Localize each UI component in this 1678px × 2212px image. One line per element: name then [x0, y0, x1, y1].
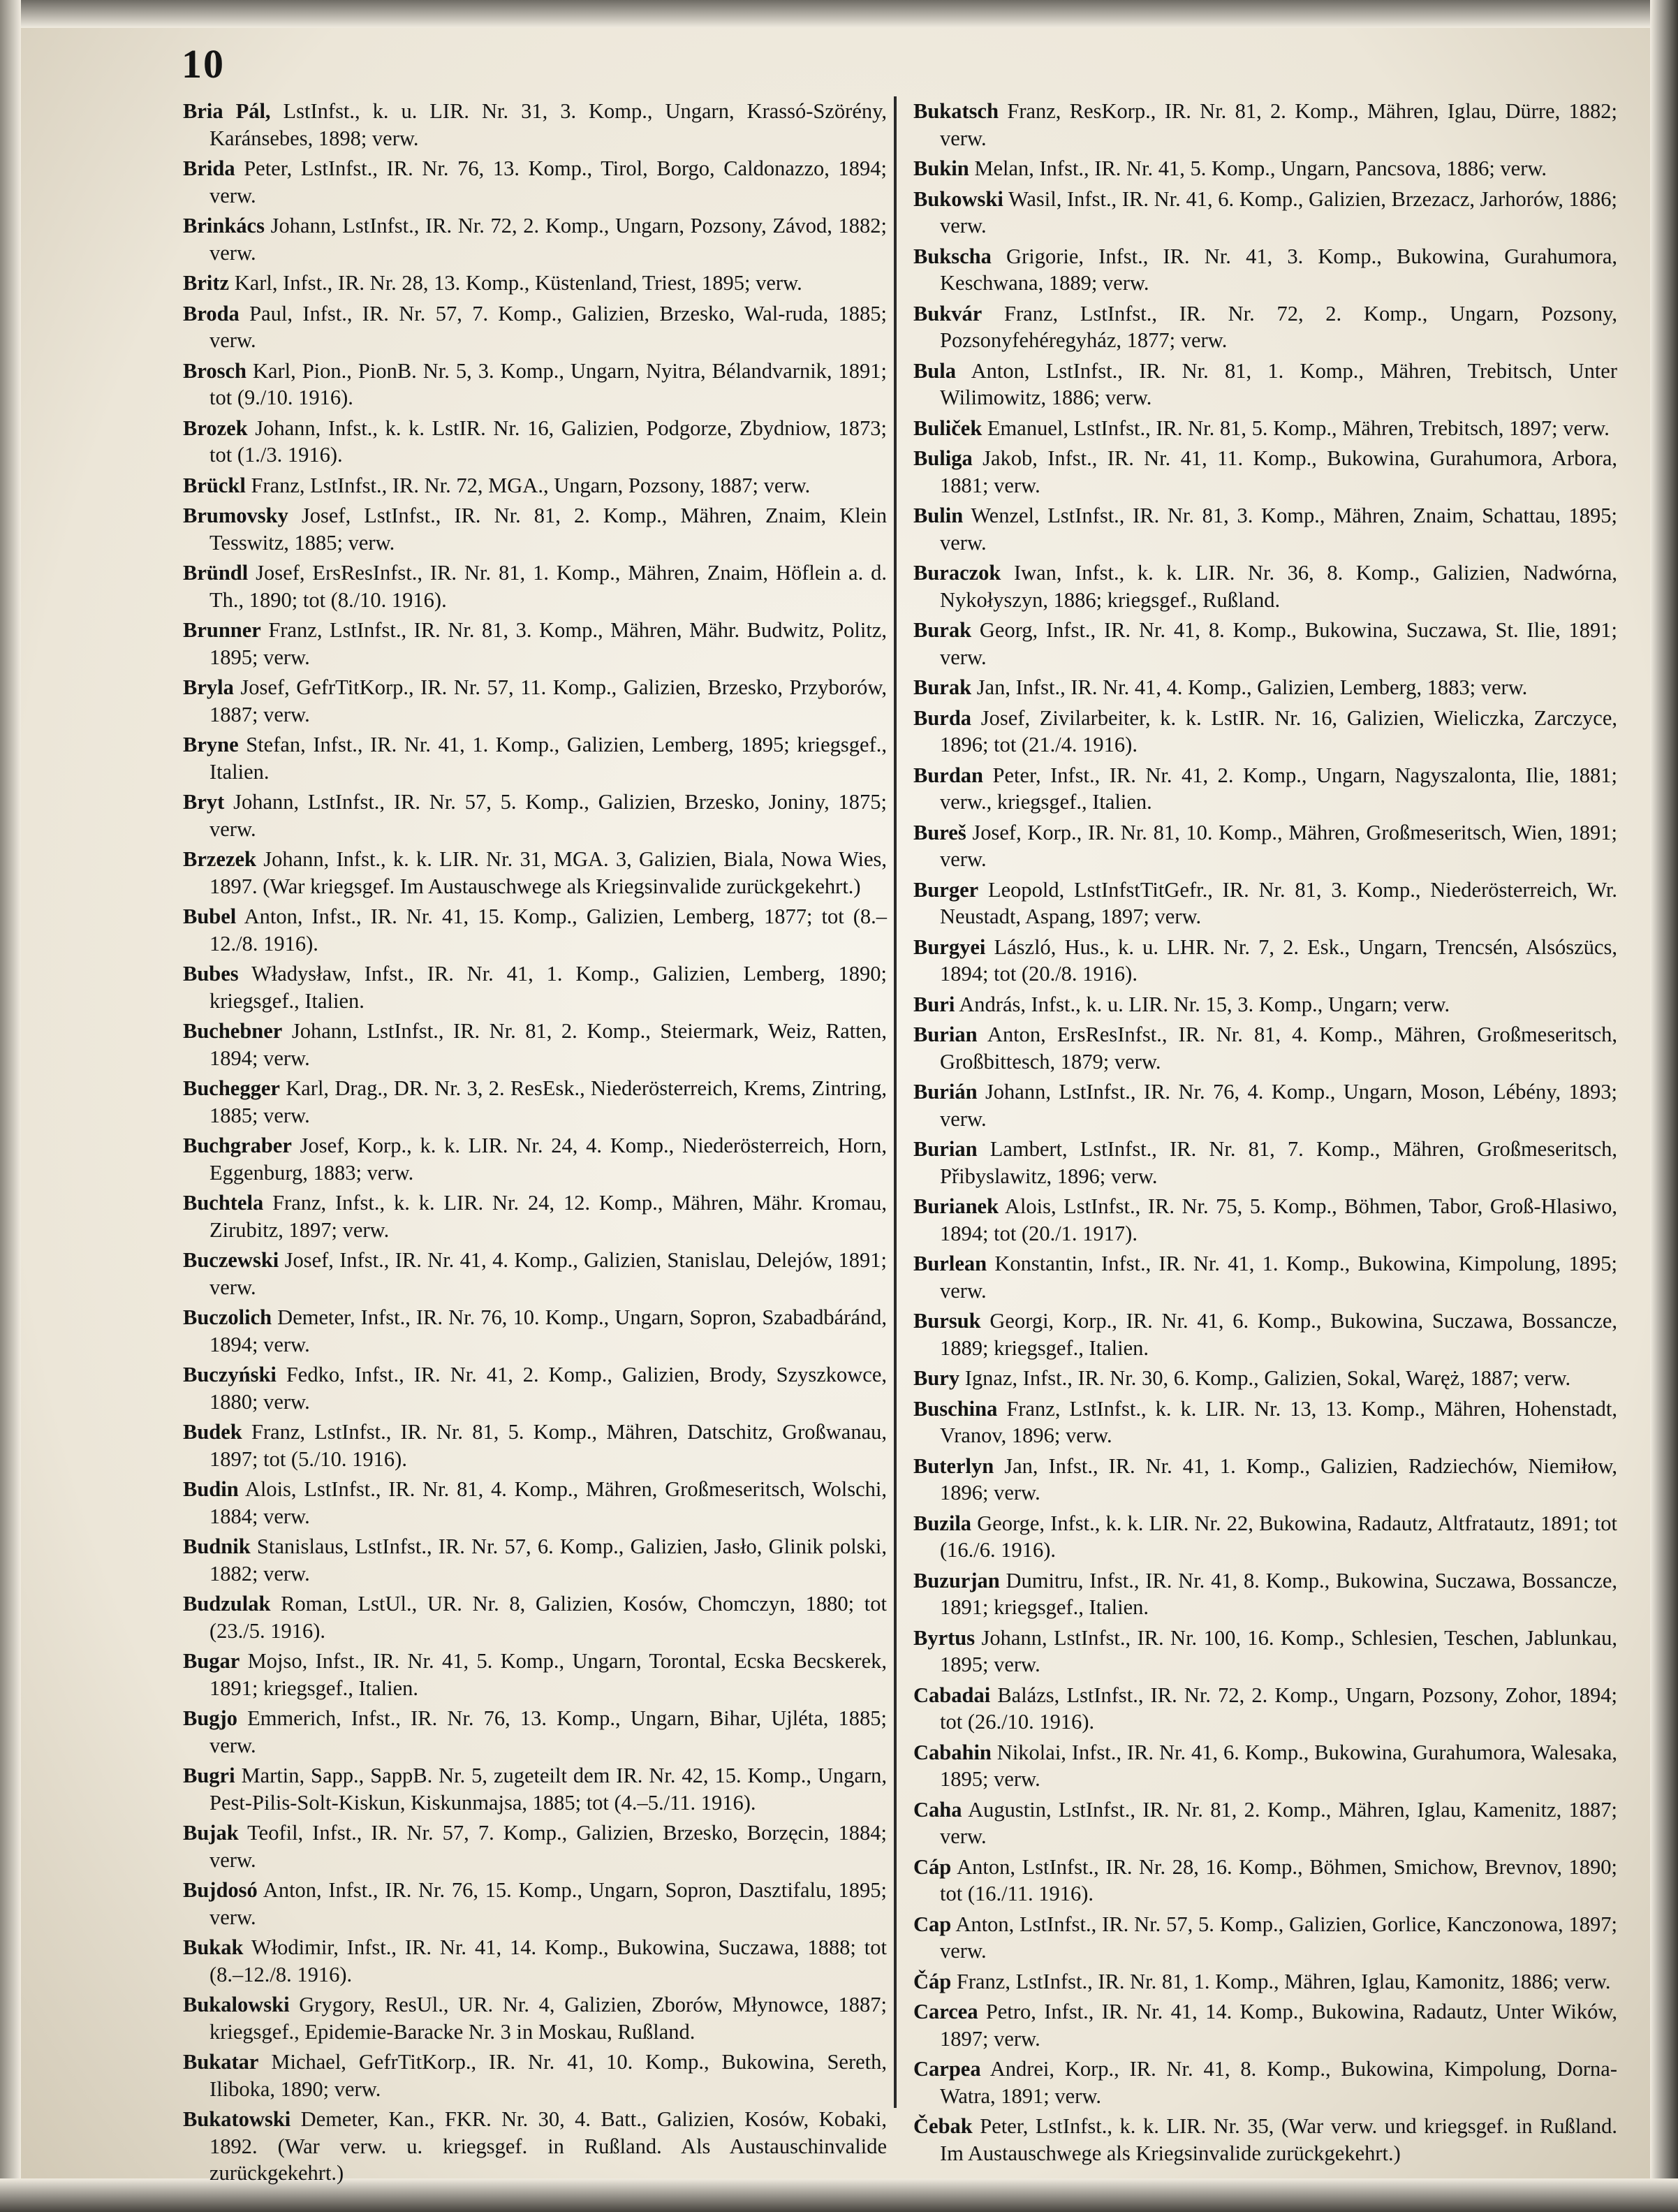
entry-surname: Buzila — [913, 1511, 972, 1535]
entry-details: Josef, Korp., IR. Nr. 81, 10. Komp., Mähren, Großmeseritsch, Wien, 1891; verw. — [940, 820, 1617, 871]
entry-details: Johann, LstInfst., IR. Nr. 72, 2. Komp., Ungarn, Pozsony, Závod, 1882; verw. — [209, 214, 887, 265]
entry-surname: Bukowski — [913, 186, 1003, 211]
entry-details: Josef, LstInfst., IR. Nr. 81, 2. Komp., Mähren, Znaim, Klein Tesswitz, 1885; verw. — [209, 504, 887, 555]
entry-details: Peter, LstInfst., IR. Nr. 76, 13. Komp., Tirol, Borgo, Caldonazzo, 1894; verw. — [209, 156, 887, 207]
entry-details: Paul, Infst., IR. Nr. 57, 7. Komp., Galizien, Brzesko, Wal-ruda, 1885; verw. — [209, 301, 887, 352]
entry-surname: Buczewski — [183, 1248, 279, 1272]
register-entry — [913, 1911, 1617, 1965]
entry-surname: Burger — [913, 877, 979, 902]
register-entry — [913, 1625, 1617, 1678]
scan-edge-left — [0, 0, 21, 2212]
register-entry — [183, 300, 887, 354]
register-entry — [913, 1968, 1617, 1995]
entry-surname: Burdan — [913, 763, 984, 787]
entry-details: Jakob, Infst., IR. Nr. 41, 11. Komp., Bukowina, Gurahumora, Arbora, 1881; verw. — [940, 446, 1617, 497]
entry-details: Ignaz, Infst., IR. Nr. 30, 6. Komp., Galizien, Sokal, Waręż, 1887; verw. — [959, 1366, 1571, 1390]
entry-surname: Buliga — [913, 446, 973, 470]
register-entry — [913, 155, 1617, 182]
register-entry — [183, 1819, 887, 1873]
register-entry — [913, 415, 1617, 442]
entry-details: Josef, GefrTitKorp., IR. Nr. 57, 11. Komp., Galizien, Brzesko, Przyborów, 1887; verw. — [209, 675, 887, 726]
register-entry — [913, 1682, 1617, 1736]
entry-surname: Bukatowski — [183, 2107, 291, 2131]
entry-surname: Brzezek — [183, 847, 256, 871]
register-entry — [913, 934, 1617, 988]
entry-details: László, Hus., k. u. LHR. Nr. 7, 2. Esk., Ungarn, Trencsén, Alsószücs, 1894; tot (20./8. 1916). — [940, 935, 1617, 986]
entry-details: Stanislaus, LstInfst., IR. Nr. 57, 6. Komp., Galizien, Jasło, Glinik polski, 1882; verw. — [209, 1535, 887, 1585]
entry-details: Nikolai, Infst., IR. Nr. 41, 6. Komp., Bukowina, Gurahumora, Walesaka, 1895; verw. — [940, 1740, 1617, 1791]
entry-surname: Buchtela — [183, 1191, 264, 1215]
entry-surname: Burian — [913, 1023, 978, 1046]
entry-surname: Buraczok — [913, 561, 1001, 585]
entry-surname: Bryla — [183, 675, 234, 699]
entry-surname: Bukscha — [913, 244, 992, 268]
register-entry — [913, 1453, 1617, 1507]
entry-surname: Byrtus — [913, 1625, 976, 1650]
entry-surname: Bugar — [183, 1649, 240, 1673]
entry-details: Władysław, Infst., IR. Nr. 41, 1. Komp., Galizien, Lemberg, 1890; kriegsgef., Italien. — [209, 962, 887, 1013]
register-entry — [183, 2106, 887, 2187]
register-entry — [913, 1510, 1617, 1564]
entry-details: Anton, Infst., IR. Nr. 76, 15. Komp., Ungarn, Sopron, Dasztifalu, 1895; verw. — [209, 1878, 887, 1929]
entry-surname: Burgyei — [913, 935, 986, 959]
entry-surname: Bujdosó — [183, 1878, 258, 1902]
entry-details: Franz, LstInfst., IR. Nr. 72, 2. Komp., Ungarn, Pozsony, Pozsonyfehéregyház, 1877; verw. — [940, 301, 1617, 352]
entry-surname: Cabadai — [913, 1683, 991, 1707]
entry-surname: Cap — [913, 1912, 952, 1936]
register-entry — [913, 300, 1617, 354]
entry-details: Włodimir, Infst., IR. Nr. 41, 14. Komp., Bukowina, Suczawa, 1888; tot (8.–12./8. 1916). — [209, 1935, 887, 1986]
register-entry — [183, 1705, 887, 1759]
entry-surname: Buchegger — [183, 1076, 280, 1100]
entry-details: LstInfst., k. u. LIR. Nr. 31, 3. Komp., Ungarn, Krassó-Szörény, Karánsebes, 1898; verw. — [209, 99, 888, 150]
entry-details: Franz, LstInfst., IR. Nr. 72, MGA., Ungarn, Pozsony, 1887; verw. — [245, 473, 811, 497]
register-entry — [183, 1762, 887, 1816]
entry-surname: Bubes — [183, 962, 239, 986]
register-entry — [913, 358, 1617, 411]
register-entry — [183, 155, 887, 209]
entry-surname: Bubel — [183, 904, 237, 928]
register-entry — [913, 1854, 1617, 1907]
entry-surname: Brosch — [183, 358, 246, 383]
entry-details: Jan, Infst., IR. Nr. 41, 1. Komp., Galizien, Radziechów, Niemiłow, 1896; verw. — [940, 1453, 1617, 1504]
entry-details: Anton, LstInfst., IR. Nr. 28, 16. Komp., Böhmen, Smichow, Brevnov, 1890; tot (16./11. 1916). — [940, 1854, 1617, 1905]
entry-details: Wasil, Infst., IR. Nr. 41, 6. Komp., Galizien, Brzezacz, Jarhorów, 1886; verw. — [940, 186, 1617, 237]
register-entry — [913, 2113, 1617, 2167]
register-entry — [913, 1021, 1617, 1075]
entry-surname: Budek — [183, 1420, 242, 1444]
register-entry — [913, 1078, 1617, 1132]
entry-details: Alois, LstInfst., IR. Nr. 75, 5. Komp., Böhmen, Tabor, Groß-Hlasiwo, 1894; tot (20./1. 1917). — [940, 1194, 1617, 1245]
entry-details: Roman, LstUl., UR. Nr. 8, Galizien, Kosów, Chomczyn, 1880; tot (23./5. 1916). — [209, 1592, 887, 1643]
register-entry — [183, 1934, 887, 1988]
register-entry — [183, 1877, 887, 1931]
register-entry — [913, 617, 1617, 671]
register-entry — [913, 1193, 1617, 1247]
entry-details: Stefan, Infst., IR. Nr. 41, 1. Komp., Galizien, Lemberg, 1895; kriegsgef., Italien. — [209, 733, 887, 784]
register-entry — [183, 674, 887, 728]
entry-surname: Bukin — [913, 156, 969, 180]
entry-surname: Burian — [913, 1137, 978, 1161]
entry-details: Peter, LstInfst., k. k. LIR. Nr. 35, (War verw. und kriegsgef. in Rußland. Im Austauschwege als Kriegsinvalide zurückgekehrt.) — [940, 2114, 1617, 2165]
entry-details: András, Infst., k. u. LIR. Nr. 15, 3. Komp., Ungarn; verw. — [955, 992, 1450, 1016]
register-entry — [183, 617, 887, 671]
entry-details: Melan, Infst., IR. Nr. 41, 5. Komp., Ungarn, Pancsova, 1886; verw. — [969, 156, 1547, 180]
entry-details: Franz, ResKorp., IR. Nr. 81, 2. Komp., Mähren, Iglau, Dürre, 1882; verw. — [940, 99, 1617, 150]
register-entry — [913, 1739, 1617, 1793]
entry-details: Peter, Infst., IR. Nr. 41, 2. Komp., Ungarn, Nagyszalonta, Ilie, 1881; verw., kriegsgef., Italien. — [940, 763, 1617, 814]
entry-surname: Buchebner — [183, 1019, 283, 1043]
entry-surname: Burak — [913, 675, 972, 699]
entry-details: Josef, Zivilarbeiter, k. k. LstIR. Nr. 16, Galizien, Wieliczka, Zarczyce, 1896; tot (21./4. 1916). — [940, 705, 1617, 756]
entry-details: Franz, LstInfst., IR. Nr. 81, 1. Komp., Mähren, Iglau, Kamonitz, 1886; verw. — [951, 1969, 1611, 1993]
register-entry — [183, 1189, 887, 1243]
entry-surname: Bukatar — [183, 2050, 259, 2074]
entry-surname: Brida — [183, 156, 235, 180]
entry-details: Andrei, Korp., IR. Nr. 41, 8. Komp., Bukowina, Kimpolung, Dorna-Watra, 1891; verw. — [940, 2057, 1617, 2108]
register-entry — [183, 846, 887, 900]
entry-surname: Budnik — [183, 1535, 251, 1558]
entry-surname: Bukvár — [913, 301, 982, 325]
entry-surname: Carcea — [913, 2000, 978, 2023]
entry-details: Lambert, LstInfst., IR. Nr. 81, 7. Komp., Mähren, Großmeseritsch, Přibyslawitz, 1896; verw. — [940, 1137, 1617, 1188]
entry-surname: Brumovsky — [183, 504, 288, 527]
register-entry — [183, 270, 887, 297]
entry-details: Anton, Infst., IR. Nr. 41, 15. Komp., Galizien, Lemberg, 1877; tot (8.–12./8. 1916). — [209, 904, 887, 955]
register-entry — [913, 705, 1617, 759]
entry-details: Johann, LstInfst., IR. Nr. 57, 5. Komp., Galizien, Brzesko, Joniny, 1875; verw. — [209, 790, 887, 841]
entry-surname: Bryt — [183, 790, 225, 814]
register-entry — [913, 1308, 1617, 1361]
entry-surname: Bründl — [183, 561, 249, 585]
entry-surname: Brozek — [183, 416, 248, 440]
entry-surname: Brückl — [183, 473, 246, 497]
register-entry — [183, 1247, 887, 1301]
entry-details: Josef, Infst., IR. Nr. 41, 4. Komp., Galizien, Stanislau, Delejów, 1891; verw. — [209, 1248, 887, 1299]
entry-details: Georgi, Korp., IR. Nr. 41, 6. Komp., Bukowina, Suczawa, Bossancze, 1889; kriegsgef., Italien. — [940, 1309, 1617, 1360]
entry-details: George, Infst., k. k. LIR. Nr. 22, Bukowina, Radautz, Altfratautz, 1891; tot (16./6. 1916). — [940, 1511, 1617, 1562]
entry-surname: Brinkács — [183, 214, 265, 237]
entry-surname: Bujak — [183, 1821, 239, 1845]
entry-surname: Bukatsch — [913, 99, 999, 123]
register-entry — [913, 762, 1617, 816]
register-entry — [183, 1018, 887, 1071]
column-divider — [894, 96, 897, 2108]
register-entry — [183, 472, 887, 499]
register-entry — [183, 1533, 887, 1587]
register-entry — [183, 502, 887, 556]
entry-details: Konstantin, Infst., IR. Nr. 41, 1. Komp., Bukowina, Kimpolung, 1895; verw. — [940, 1252, 1617, 1303]
entry-details: Dumitru, Infst., IR. Nr. 41, 8. Komp., Bukowina, Suczawa, Bossancze, 1891; kriegsgef., Italien. — [940, 1568, 1617, 1619]
entry-details: Michael, GefrTitKorp., IR. Nr. 41, 10. Komp., Bukowina, Sereth, Iliboka, 1890; verw. — [209, 2050, 887, 2101]
entry-surname: Bria Pál, — [183, 99, 271, 123]
entry-details: Franz, Infst., k. k. LIR. Nr. 24, 12. Komp., Mähren, Mähr. Kromau, Zirubitz, 1897; verw. — [209, 1191, 887, 1242]
entry-surname: Cabahin — [913, 1740, 992, 1764]
register-entry — [913, 1796, 1617, 1850]
entry-surname: Bulin — [913, 504, 964, 527]
entry-surname: Carpea — [913, 2057, 981, 2081]
register-entry — [913, 2056, 1617, 2109]
register-entry — [913, 877, 1617, 930]
entry-details: Josef, Korp., k. k. LIR. Nr. 24, 4. Komp., Niederösterreich, Horn, Eggenburg, 1883; verw. — [209, 1134, 887, 1185]
entry-details: Anton, ErsResInfst., IR. Nr. 81, 4. Komp., Mähren, Großmeseritsch, Großbittesch, 1879; verw. — [940, 1023, 1617, 1074]
entry-details: Johann, Infst., k. k. LstIR. Nr. 16, Galizien, Podgorze, Zbydniow, 1873; tot (1./3. 1916). — [209, 416, 887, 467]
entry-surname: Cáp — [913, 1854, 952, 1879]
register-entry — [183, 960, 887, 1014]
entry-surname: Buschina — [913, 1396, 998, 1421]
register-entry — [183, 1476, 887, 1530]
entry-surname: Burlean — [913, 1252, 987, 1275]
register-entry — [183, 559, 887, 613]
entry-surname: Buliček — [913, 416, 982, 440]
entry-details: Fedko, Infst., IR. Nr. 41, 2. Komp., Galizien, Brody, Szyszkowce, 1880; verw. — [209, 1363, 887, 1414]
entry-surname: Budzulak — [183, 1592, 271, 1616]
entry-details: Franz, LstInfst., IR. Nr. 81, 5. Komp., Mähren, Datschitz, Großwanau, 1897; tot (5./10. 1916). — [209, 1420, 887, 1471]
entry-details: Jan, Infst., IR. Nr. 41, 4. Komp., Galizien, Lemberg, 1883; verw. — [971, 675, 1528, 699]
entry-details: Leopold, LstInfstTitGefr., IR. Nr. 81, 3. Komp., Niederösterreich, Wr. Neustadt, Aspang, 1897; verw. — [940, 877, 1617, 928]
register-entry — [913, 1250, 1617, 1304]
entry-details: Karl, Infst., IR. Nr. 28, 13. Komp., Küstenland, Triest, 1895; verw. — [229, 271, 802, 295]
register-entry — [913, 1365, 1617, 1392]
register-entry — [183, 415, 887, 469]
entry-surname: Burián — [913, 1080, 978, 1104]
entry-surname: Bukak — [183, 1935, 244, 1959]
register-entry — [913, 1567, 1617, 1621]
entry-details: Grygory, ResUl., UR. Nr. 4, Galizien, Zborów, Młynowce, 1887; kriegsgef., Epidemie-Baracke Nr. 3 in Moskau, Rußland. — [209, 1993, 887, 2044]
register-entry — [183, 1132, 887, 1186]
entry-surname: Brunner — [183, 618, 261, 642]
register-entry — [913, 445, 1617, 499]
register-entry — [183, 1991, 887, 2045]
entry-details: Mojso, Infst., IR. Nr. 41, 5. Komp., Ungarn, Torontal, Ecska Becskerek, 1891; kriegsgef., Italien. — [209, 1649, 887, 1700]
register-entry — [913, 1136, 1617, 1189]
entry-details: Karl, Drag., DR. Nr. 3, 2. ResEsk., Niederösterreich, Krems, Zintring, 1885; verw. — [209, 1076, 887, 1127]
entry-surname: Buczyński — [183, 1363, 277, 1386]
entry-surname: Čáp — [913, 1969, 952, 1993]
register-entry — [913, 991, 1617, 1018]
entry-surname: Buczolich — [183, 1305, 272, 1329]
entry-details: Teofil, Infst., IR. Nr. 57, 7. Komp., Galizien, Brzesko, Borzęcin, 1884; verw. — [209, 1821, 887, 1872]
entry-surname: Bugri — [183, 1764, 235, 1787]
scan-edge-right — [1650, 0, 1678, 2212]
register-entry — [183, 358, 887, 411]
entry-surname: Buri — [913, 992, 955, 1016]
register-entry — [913, 819, 1617, 873]
entry-details: Alois, LstInfst., IR. Nr. 81, 4. Komp., Mähren, Großmeseritsch, Wolschi, 1884; verw. — [209, 1477, 887, 1528]
entry-surname: Bury — [913, 1366, 960, 1390]
entry-surname: Burda — [913, 705, 972, 730]
entry-details: Iwan, Infst., k. k. LIR. Nr. 36, 8. Komp., Galizien, Nadwórna, Nykołyszyn, 1886; kriegsgef., Rußland. — [940, 561, 1617, 612]
entry-surname: Buterlyn — [913, 1453, 994, 1478]
register-entry — [183, 212, 887, 266]
entry-details: Johann, LstInfst., IR. Nr. 100, 16. Komp., Schlesien, Teschen, Jablunkau, 1895; verw. — [940, 1625, 1617, 1676]
register-entry — [913, 502, 1617, 556]
entry-details: Martin, Sapp., SappB. Nr. 5, zugeteilt dem IR. Nr. 42, 15. Komp., Ungarn, Pest-Pilis-Solt-Kiskun, Kiskunmajsa, 1885; tot (4.–5./11. 1916). — [209, 1764, 887, 1815]
entry-details: Grigorie, Infst., IR. Nr. 41, 3. Komp., Bukowina, Gurahumora, Keschwana, 1889; verw. — [940, 244, 1617, 295]
entry-details: Balázs, LstInfst., IR. Nr. 72, 2. Komp., Ungarn, Pozsony, Zohor, 1894; tot (26./10. 1916). — [940, 1683, 1617, 1734]
entry-details: Anton, LstInfst., IR. Nr. 57, 5. Komp., Galizien, Gorlice, Kanczonowa, 1897; verw. — [940, 1912, 1617, 1963]
entry-details: Emmerich, Infst., IR. Nr. 76, 13. Komp., Ungarn, Bihar, Ujléta, 1885; verw. — [209, 1706, 887, 1757]
register-entry — [913, 243, 1617, 297]
entry-details: Georg, Infst., IR. Nr. 41, 8. Komp., Bukowina, Suczawa, St. Ilie, 1891; verw. — [940, 618, 1617, 669]
entry-surname: Budin — [183, 1477, 239, 1501]
register-entry — [183, 2049, 887, 2102]
entry-surname: Bugjo — [183, 1706, 237, 1730]
entry-surname: Bryne — [183, 733, 239, 756]
entry-details: Johann, LstInfst., IR. Nr. 76, 4. Komp., Ungarn, Moson, Lébény, 1893; verw. — [940, 1080, 1617, 1131]
entry-details: Karl, Pion., PionB. Nr. 5, 3. Komp., Ungarn, Nyitra, Bélandvarnik, 1891; tot (9./10. 1916). — [209, 358, 887, 409]
register-entry — [183, 1361, 887, 1415]
register-entry — [183, 1419, 887, 1472]
entry-surname: Caha — [913, 1797, 962, 1822]
register-entry — [183, 98, 887, 152]
entry-details: Demeter, Kan., FKR. Nr. 30, 4. Batt., Galizien, Kosów, Kobaki, 1892. (War verw. u. kriegsgef. in Rußland. Als Austauschinvalide zurückgekehrt.) — [209, 2107, 887, 2185]
register-entry — [183, 1590, 887, 1644]
entry-surname: Buchgraber — [183, 1134, 292, 1157]
register-entry — [913, 1396, 1617, 1449]
register-entry — [913, 1998, 1617, 2052]
register-entry — [183, 1075, 887, 1129]
left-column — [183, 98, 887, 2190]
entry-details: Franz, LstInfst., k. k. LIR. Nr. 13, 13. Komp., Mähren, Hohenstadt, Vranov, 1896; verw. — [940, 1396, 1617, 1447]
entry-surname: Čebak — [913, 2114, 973, 2138]
scan-edge-top — [0, 0, 1678, 28]
register-entry — [183, 1648, 887, 1701]
entry-surname: Bureš — [913, 820, 966, 844]
entry-surname: Britz — [183, 271, 230, 295]
entry-details: Franz, LstInfst., IR. Nr. 81, 3. Komp., Mähren, Mähr. Budwitz, Politz, 1895; verw. — [209, 618, 887, 669]
register-entry — [183, 731, 887, 785]
entry-surname: Buzurjan — [913, 1568, 1000, 1592]
entry-surname: Burianek — [913, 1194, 999, 1218]
entry-details: Augustin, LstInfst., IR. Nr. 81, 2. Komp., Mähren, Iglau, Kamenitz, 1887; verw. — [940, 1797, 1617, 1848]
entry-details: Demeter, Infst., IR. Nr. 76, 10. Komp., Ungarn, Sopron, Szabadbáránd, 1894; verw. — [209, 1305, 887, 1356]
register-entry — [183, 789, 887, 842]
entry-surname: Bukalowski — [183, 1993, 290, 2016]
entry-details: Petro, Infst., IR. Nr. 41, 14. Komp., Bukowina, Radautz, Unter Wików, 1897; verw. — [940, 2000, 1617, 2051]
page-number: 10 — [182, 41, 225, 87]
entry-details: Josef, ErsResInfst., IR. Nr. 81, 1. Komp., Mähren, Znaim, Höflein a. d. Th., 1890; tot (8./10. 1916). — [209, 561, 887, 612]
register-entry — [183, 1304, 887, 1358]
register-entry — [183, 903, 887, 957]
entry-surname: Broda — [183, 301, 240, 325]
right-column — [913, 98, 1617, 2170]
entry-surname: Bursuk — [913, 1309, 981, 1333]
entry-details: Johann, LstInfst., IR. Nr. 81, 2. Komp., Steiermark, Weiz, Ratten, 1894; verw. — [209, 1019, 887, 1070]
entry-surname: Bula — [913, 358, 957, 383]
register-entry — [913, 559, 1617, 613]
entry-details: Emanuel, LstInfst., IR. Nr. 81, 5. Komp., Mähren, Trebitsch, 1897; verw. — [982, 416, 1610, 440]
register-entry — [913, 186, 1617, 240]
entry-surname: Burak — [913, 618, 972, 642]
register-entry — [913, 98, 1617, 152]
register-entry — [913, 674, 1617, 701]
entry-details: Anton, LstInfst., IR. Nr. 81, 1. Komp., Mähren, Trebitsch, Unter Wilimowitz, 1886; verw. — [940, 358, 1617, 409]
entry-details: Wenzel, LstInfst., IR. Nr. 81, 3. Komp., Mähren, Znaim, Schattau, 1895; verw. — [940, 504, 1617, 555]
entry-details: Johann, Infst., k. k. LIR. Nr. 31, MGA. 3, Galizien, Biala, Nowa Wies, 1897. (War kriegsgef. Im Austauschwege als Kriegsinvalide zurückgekehrt.) — [209, 847, 887, 898]
